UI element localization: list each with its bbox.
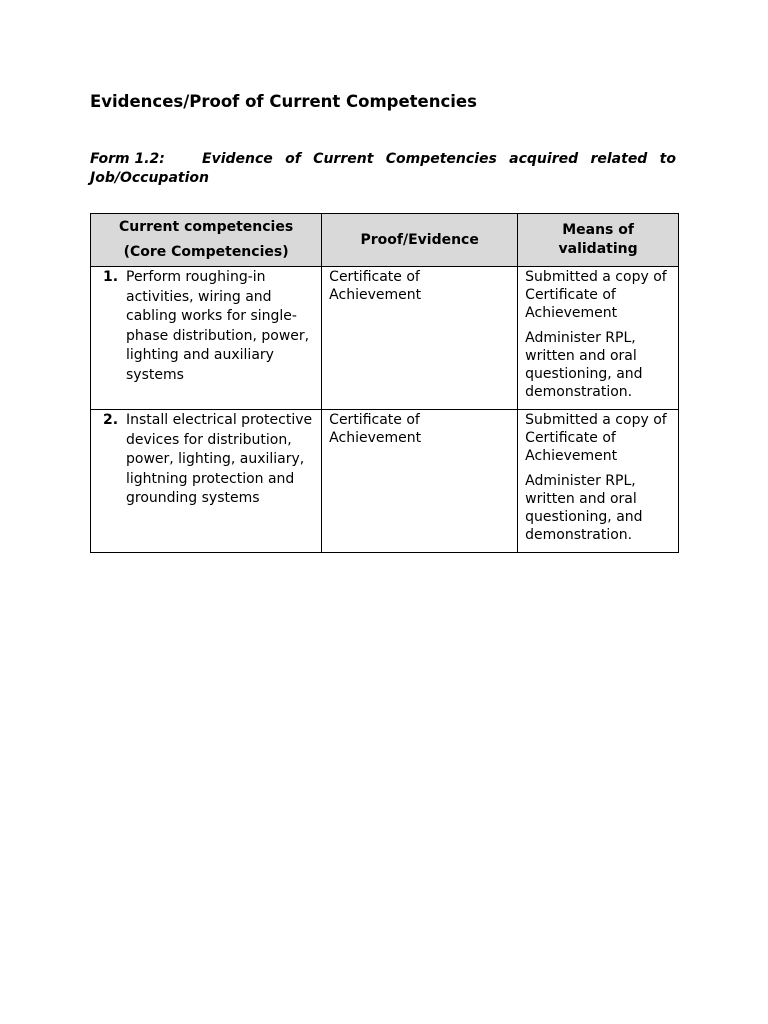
- means-paragraph-2: Administer RPL, written and oral questioning, and demonstration.: [525, 330, 643, 400]
- means-cell: [518, 410, 679, 553]
- page-title: Evidences/Proof of Current Competencies: [90, 92, 477, 111]
- competency-table: [90, 213, 679, 553]
- means-paragraph-2: Administer RPL, written and oral questioning, and demonstration.: [525, 473, 643, 543]
- proof-cell: [322, 267, 518, 410]
- form-caption-text: Evidence of Current Competencies acquired related to Job/Occupation: [90, 151, 676, 186]
- table-header-row: [91, 214, 679, 267]
- header-current-competencies-line2: (Core Competencies): [123, 244, 289, 260]
- header-current-competencies: [91, 214, 322, 267]
- means-paragraph-1: Submitted a copy of Certificate of Achievement: [525, 269, 667, 321]
- form-caption: [90, 150, 676, 188]
- competency-text: Perform roughing-in activities, wiring and cabling works for single-phase distribution, power, lighting and auxiliary systems: [126, 269, 310, 383]
- row-number: 1.: [103, 269, 119, 285]
- table-row: [91, 410, 679, 553]
- header-proof-evidence: [322, 214, 518, 267]
- header-proof-evidence-label: Proof/Evidence: [360, 231, 479, 248]
- competency-text: Install electrical protective devices for distribution, power, lighting, auxiliary, lightning protection and grounding systems: [126, 412, 313, 506]
- row-number: 2.: [103, 412, 119, 428]
- competency-cell: [91, 410, 322, 553]
- means-paragraph-1: Submitted a copy of Certificate of Achievement: [525, 412, 667, 464]
- proof-text: Certificate of Achievement: [329, 412, 422, 446]
- competency-cell: [91, 267, 322, 410]
- header-means-of-validating: [518, 214, 679, 267]
- proof-text: Certificate of Achievement: [329, 269, 422, 303]
- form-number: Form 1.2:: [90, 151, 165, 167]
- means-cell: [518, 267, 679, 410]
- header-current-competencies-line1: Current competencies: [118, 219, 294, 235]
- header-means-of-validating-label: Means of validating: [558, 222, 638, 257]
- table-row: [91, 267, 679, 410]
- proof-cell: [322, 410, 518, 553]
